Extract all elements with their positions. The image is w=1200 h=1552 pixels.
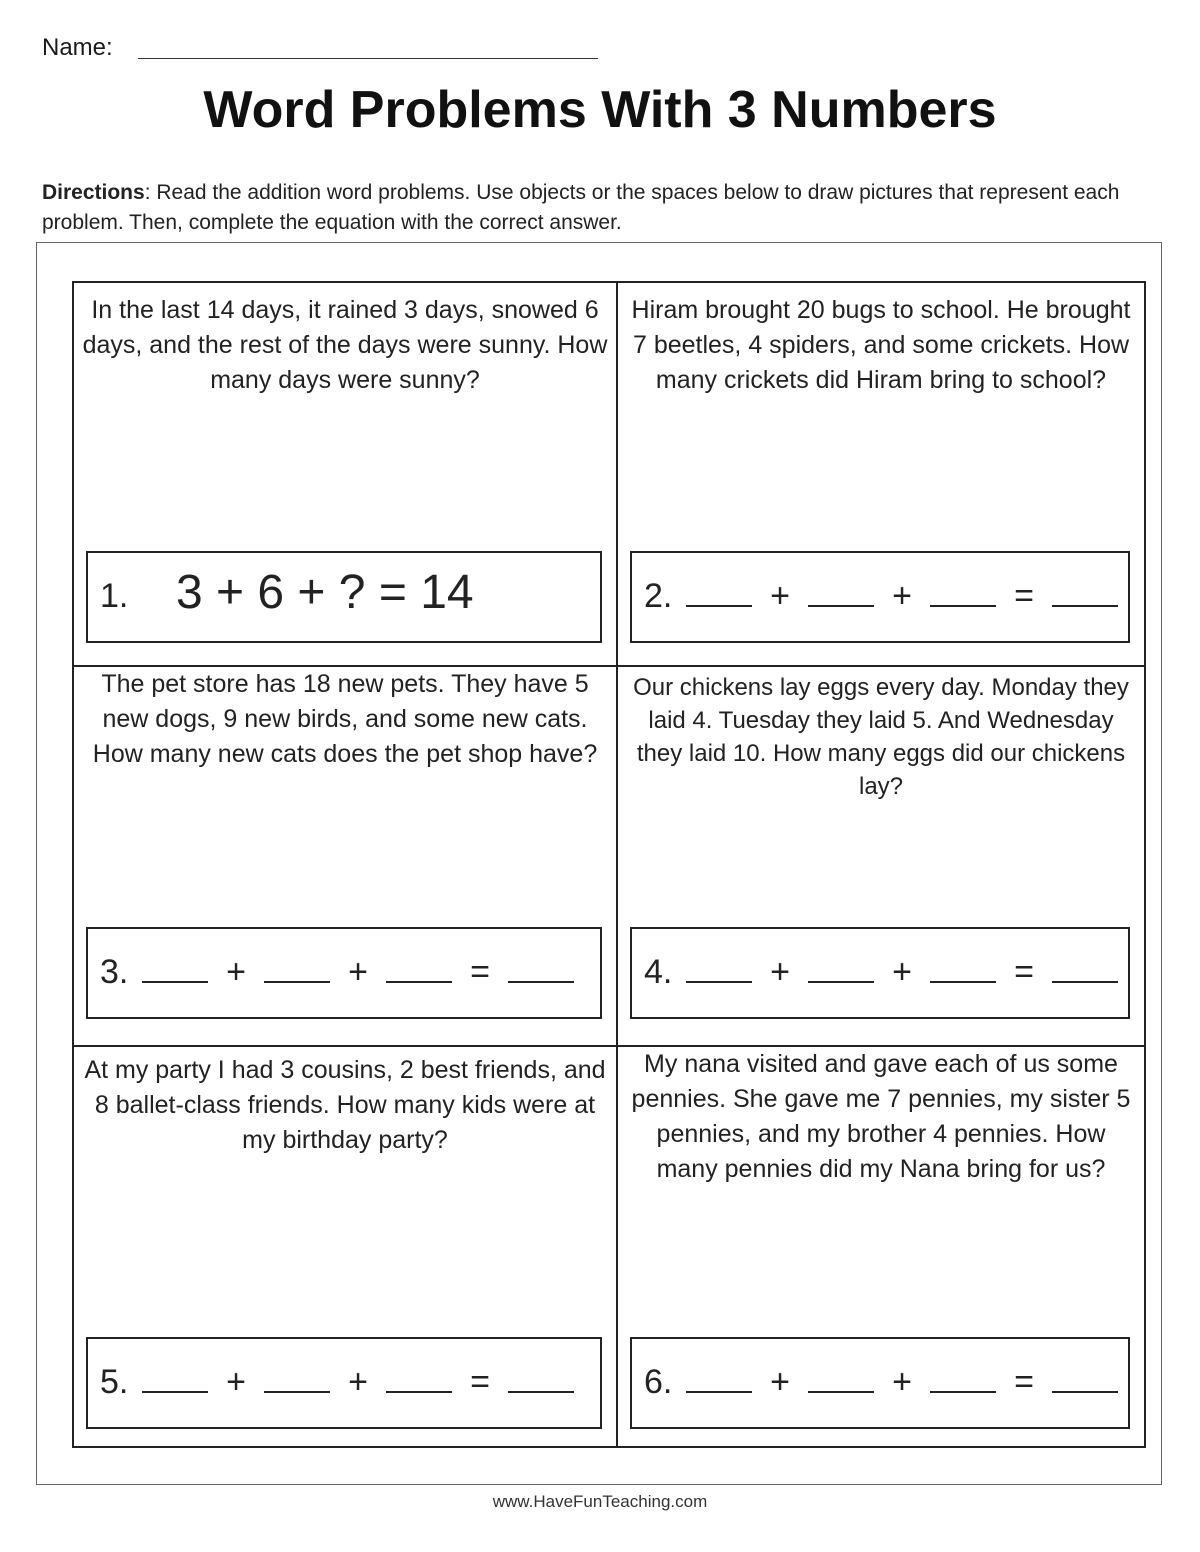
problem-cell-2 — [618, 283, 1144, 665]
plus-sign: + — [226, 953, 246, 991]
equals-sign: = — [1014, 1363, 1034, 1401]
equals-sign: = — [1014, 577, 1034, 615]
problem-cell-6 — [618, 1047, 1144, 1446]
answer-blank[interactable] — [386, 1365, 452, 1393]
answer-blank[interactable] — [264, 1365, 330, 1393]
directions-label: Directions — [42, 181, 145, 204]
equals-sign: = — [470, 1363, 490, 1401]
answer-box — [630, 1337, 1130, 1429]
equals-sign: = — [1014, 953, 1034, 991]
answer-blank[interactable] — [808, 1365, 874, 1393]
problem-cell-1 — [74, 283, 616, 665]
answer-blank[interactable] — [808, 955, 874, 983]
problem-number: 3. — [100, 953, 129, 991]
plus-sign: + — [348, 953, 368, 991]
equation — [142, 953, 574, 992]
answer-box — [86, 1337, 602, 1429]
problem-grid — [72, 281, 1146, 1448]
problem-number: 1. — [100, 577, 129, 615]
answer-blank[interactable] — [142, 1365, 208, 1393]
problem-cell-4 — [618, 667, 1144, 1045]
problem-question: My nana visited and gave each of us some pennies. She gave me 7 pennies, my sister 5 pennies, and my brother 4 pennies. How many pennies did my Nana bring for us? — [631, 1050, 1131, 1183]
problem-cell-5 — [74, 1047, 616, 1446]
answer-blank[interactable] — [930, 579, 996, 607]
answer-blank[interactable] — [686, 955, 752, 983]
answer-blank[interactable] — [686, 579, 752, 607]
problem-question: The pet store has 18 new pets. They have 5 new dogs, 9 new birds, and some new cats. How many new cats does the pet shop have? — [92, 670, 598, 768]
equation — [142, 1363, 574, 1402]
directions — [42, 178, 1152, 238]
answer-box — [86, 551, 602, 643]
problem-question: In the last 14 days, it rained 3 days, snowed 6 days, and the rest of the days were sunny. How many days were sunny? — [82, 296, 608, 394]
answer-blank[interactable] — [1052, 955, 1118, 983]
equation-filled: 3 + 6 + ? = 14 — [176, 566, 474, 619]
problem-number: 2. — [644, 577, 673, 615]
answer-blank[interactable] — [808, 579, 874, 607]
answer-blank[interactable] — [386, 955, 452, 983]
name-line[interactable] — [138, 58, 598, 59]
footer-website: www.HaveFunTeaching.com — [492, 1492, 708, 1511]
plus-sign: + — [892, 1363, 912, 1401]
plus-sign: + — [226, 1363, 246, 1401]
answer-blank[interactable] — [264, 955, 330, 983]
answer-blank[interactable] — [1052, 579, 1118, 607]
plus-sign: + — [892, 577, 912, 615]
answer-blank[interactable] — [1052, 1365, 1118, 1393]
equation — [686, 1363, 1118, 1402]
directions-text: : Read the addition word problems. Use objects or the spaces below to draw pictures that represent each problem. Then, complete the equation with the correct answer. — [42, 181, 1120, 234]
plus-sign: + — [770, 953, 790, 991]
answer-box — [630, 551, 1130, 643]
plus-sign: + — [892, 953, 912, 991]
problem-question: Hiram brought 20 bugs to school. He brought 7 beetles, 4 spiders, and some crickets. How many crickets did Hiram bring to school? — [631, 296, 1131, 394]
problem-cell-3 — [74, 667, 616, 1045]
answer-blank[interactable] — [508, 955, 574, 983]
plus-sign: + — [770, 577, 790, 615]
page-title: Word Problems With 3 Numbers — [203, 81, 997, 139]
answer-blank[interactable] — [142, 955, 208, 983]
problem-number: 4. — [644, 953, 673, 991]
name-label: Name: — [42, 34, 113, 61]
answer-box — [630, 927, 1130, 1019]
answer-blank[interactable] — [930, 955, 996, 983]
answer-blank[interactable] — [930, 1365, 996, 1393]
problem-number: 5. — [100, 1363, 129, 1401]
problem-question: Our chickens lay eggs every day. Monday they laid 4. Tuesday they laid 5. And Wednesday they laid 10. How many eggs did our chickens lay? — [633, 674, 1129, 800]
plus-sign: + — [348, 1363, 368, 1401]
answer-box — [86, 927, 602, 1019]
equation — [686, 953, 1118, 992]
equals-sign: = — [470, 953, 490, 991]
problem-question: At my party I had 3 cousins, 2 best friends, and 8 ballet-class friends. How many kids were at my birthday party? — [84, 1056, 606, 1154]
plus-sign: + — [770, 1363, 790, 1401]
answer-blank[interactable] — [508, 1365, 574, 1393]
equation — [686, 577, 1118, 616]
answer-blank[interactable] — [686, 1365, 752, 1393]
problem-number: 6. — [644, 1363, 673, 1401]
